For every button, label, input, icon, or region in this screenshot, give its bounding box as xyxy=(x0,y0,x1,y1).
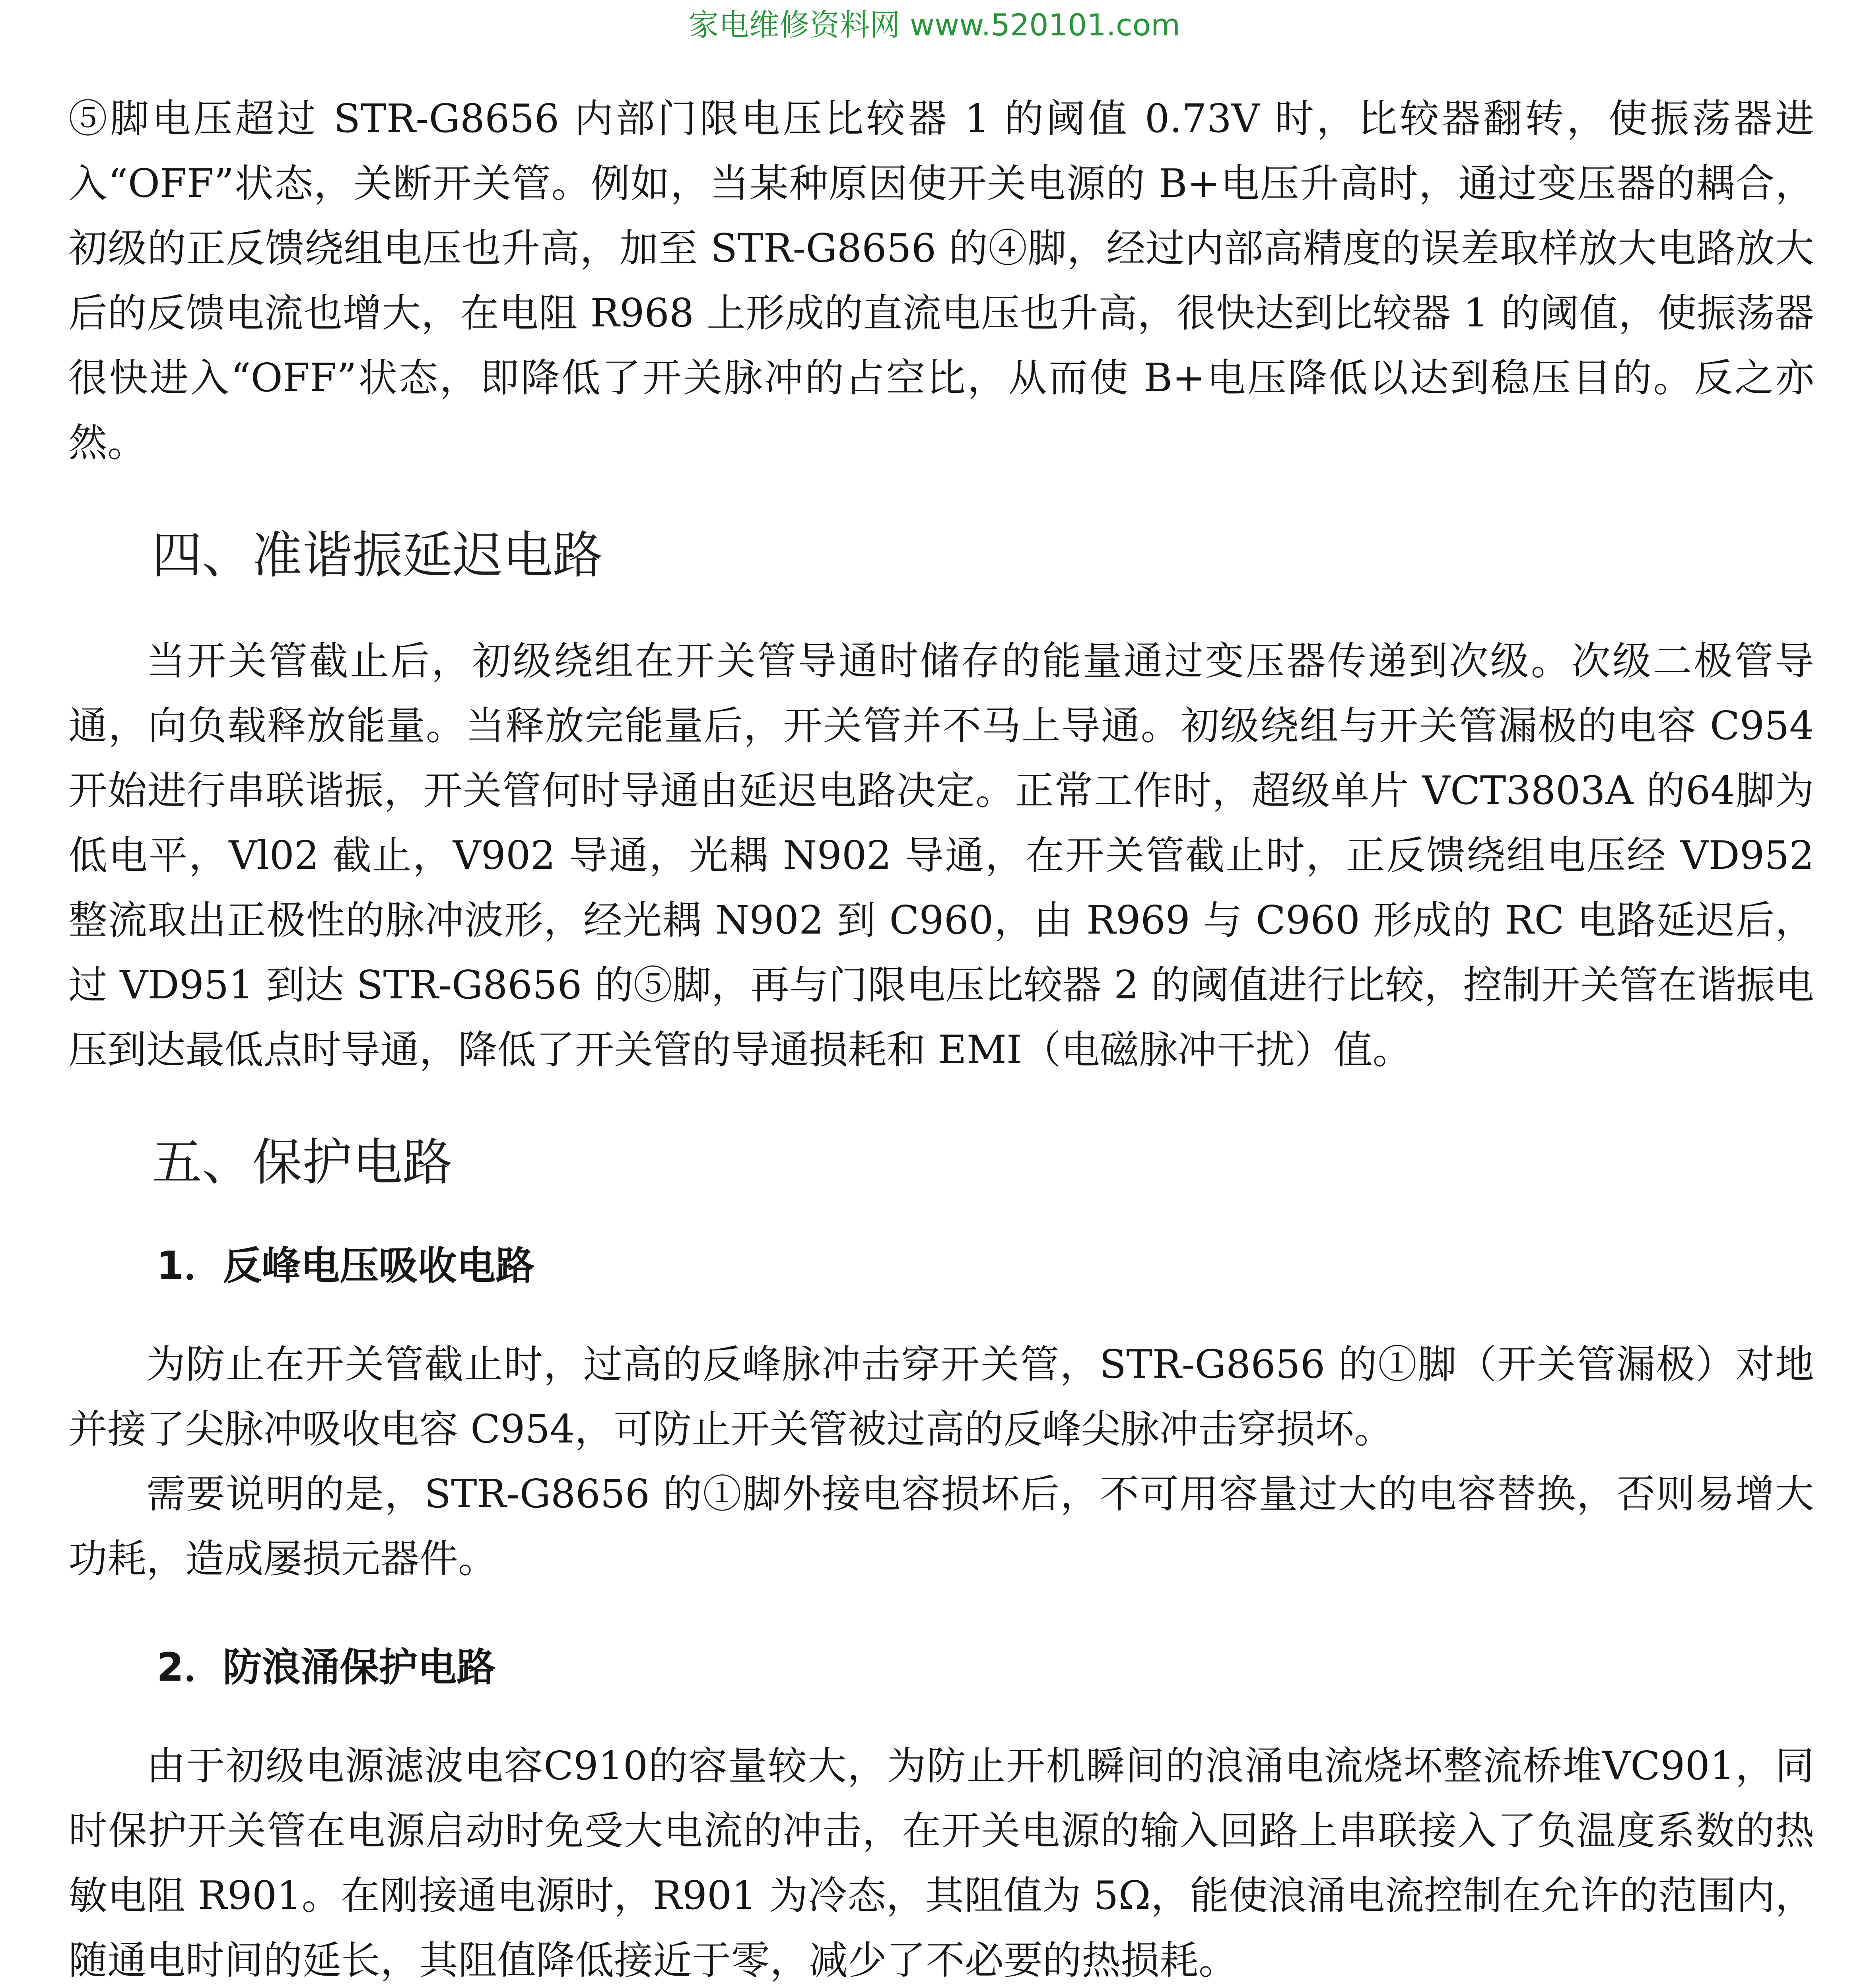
paragraph: 当开关管截止后，初级绕组在开关管导通时储存的能量通过变压器传递到次级。次级二极管导通，向负载释放能量。当释放完能量后，开关管并不马上导通。初级绕组与开关管漏极的电容 C954 开始进行串联谐振，开关管何时导通由延迟电路决定。正常工作时，超级单片 VCT3803A 的64脚为低电平，Vl02 截止，V902 导通，光耦 N902 导通，在开关管截止时，正反馈绕组电压经 VD952 整流取出正极性的脉冲波形，经光耦 N902 到 C960，由 R969 与 C960 形成的 RC 电路延迟后，过 VD951 到达 STR-G8656 的⑤脚，再与门限电压比较器 2 的阈值进行比较，控制开关管在谐振电压到达最低点时导通，降低了开关管的导通损耗和 EMI（电磁脉冲干扰）值。 xyxy=(68,639,1814,1073)
paragraph: ⑤脚电压超过 STR-G8656 内部门限电压比较器 1 的阈值 0.73V 时，比较器翻转，使振荡器进入“OFF”状态，关断开关管。例如，当某种原因使开关电源的 B+电压升高时，通过变压器的耦合，初级的正反馈绕组电压也升高，加至 STR-G8656 的④脚，经过内部高精度的误差取样放大电路放大后的反馈电流也增大，在电阻 R968 上形成的直流电压也升高，很快达到比较器 1 的阈值，使振荡器很快进入“OFF”状态，即降低了开关脉冲的占空比，从而使 B+电压降低以达到稳压目的。反之亦然。 xyxy=(68,96,1814,466)
section-heading: 五、保护电路 xyxy=(152,1133,453,1192)
page-body xyxy=(68,87,1814,1988)
section-heading: 四、准谐振延迟电路 xyxy=(152,526,603,584)
paragraph: 为防止在开关管截止时，过高的反峰脉冲击穿开关管，STR-G8656 的①脚（开关管漏极）对地并接了尖脉冲吸收电容 C954，可防止开关管被过高的反峰尖脉冲击穿损坏。 xyxy=(68,1342,1814,1452)
paragraph: 需要说明的是，STR-G8656 的①脚外接电容损坏后，不可用容量过大的电容替换，否则易增大功耗，造成屡损元器件。 xyxy=(68,1472,1814,1582)
watermark-header: 家电维修资料网 www.520101.com xyxy=(688,7,1181,43)
paragraph: 由于初级电源滤波电容C910的容量较大，为防止开机瞬间的浪涌电流烧坏整流桥堆VC901，同时保护开关管在电源启动时免受大电流的冲击，在开关电源的输入回路上串联接入了负温度系数的热敏电阻 R901。在刚接通电源时，R901 为冷态，其阻值为 5Ω，能使浪涌电流控制在允许的范围内，随通电时间的延长，其阻值降低接近于零，减少了不必要的热损耗。 xyxy=(68,1743,1814,1983)
subsection-heading: 2．防浪涌保护电路 xyxy=(157,1645,496,1690)
subsection-heading: 1．反峰电压吸收电路 xyxy=(157,1243,535,1289)
